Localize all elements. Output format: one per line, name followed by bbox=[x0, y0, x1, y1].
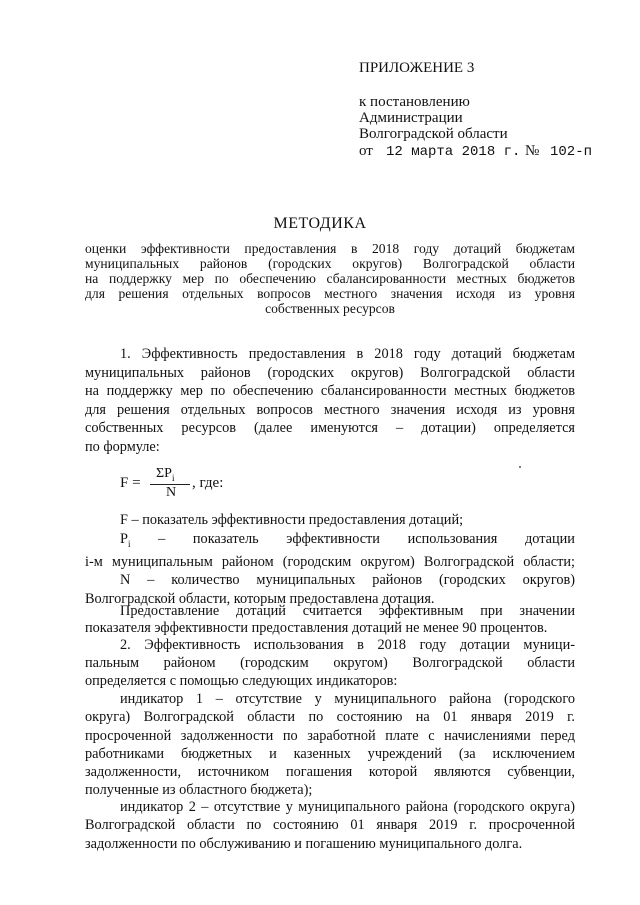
formula-denominator: N bbox=[166, 485, 177, 500]
definition-pi-line1 bbox=[85, 530, 575, 553]
subtitle-line: муниципальных районов (городских округов) Волгоградской области bbox=[85, 256, 575, 271]
paragraph-line: показателя эффективности предоставления дотаций не менее 90 процентов. bbox=[85, 619, 548, 636]
date-value: 12 марта 2018 г. bbox=[386, 144, 521, 160]
paragraph-line: определяется с помощью следующих индикаторов: bbox=[85, 673, 398, 689]
region-label: Волгоградской области bbox=[359, 126, 508, 142]
paragraph-line: муниципальных районов (городских округов) Волгоградской области bbox=[85, 364, 575, 381]
paragraph-effective bbox=[85, 603, 575, 636]
word: дотации bbox=[525, 530, 575, 547]
indicator-1 bbox=[85, 690, 575, 800]
word: эффективности bbox=[286, 530, 380, 547]
pi-letter: P bbox=[120, 530, 128, 547]
definition-n-line2: Волгоградской области, которым предоставлена дотация. bbox=[85, 590, 435, 607]
paragraph-line: индикатор 1 – отсутствие у муниципального района (городского bbox=[120, 691, 575, 707]
administration-label: Администрации bbox=[359, 110, 463, 126]
paragraph-line: работниками бюджетных и казенных учреждений (за исключением bbox=[85, 745, 575, 762]
subtitle-line: оценки эффективности предоставления в 2018 году дотаций бюджетам bbox=[85, 241, 575, 256]
paragraph-line: 1. Эффективность предоставления в 2018 году дотаций бюджетам bbox=[120, 346, 575, 362]
paragraph-2 bbox=[85, 636, 575, 690]
paragraph-line: задолженности по обслуживанию и погашению муниципального долга. bbox=[85, 835, 523, 852]
number-value: 102-п bbox=[550, 144, 593, 160]
formula-suffix: , где: bbox=[192, 475, 224, 491]
paragraph-line: 2. Эффективность использования в 2018 году дотации муници- bbox=[120, 637, 575, 653]
date-prefix: от bbox=[359, 143, 373, 159]
indicator-2 bbox=[85, 798, 575, 853]
definition-n-line1: N – количество муниципальных районов (городских округов) bbox=[120, 572, 575, 589]
formula-numerator bbox=[156, 466, 174, 483]
paragraph-line: Волгоградской области по состоянию 01 января 2019 г. просроченной bbox=[85, 817, 575, 834]
resolution-label: к постановлению bbox=[359, 94, 470, 110]
paragraph-line: для решения отдельных вопросов местного значения исходя из уровня bbox=[85, 401, 575, 418]
paragraph-line: Предоставление дотаций считается эффективным при значении bbox=[120, 603, 575, 619]
numerator-subscript: i bbox=[171, 472, 175, 483]
number-prefix: № bbox=[525, 143, 540, 159]
paragraph-line: полученные из областного бюджета); bbox=[85, 782, 313, 799]
dash: – bbox=[158, 530, 166, 547]
subtitle-line: для решения отдельных вопросов местного значения исходя из уровня bbox=[85, 286, 575, 301]
formula-lhs: F = bbox=[120, 475, 141, 491]
pi-symbol bbox=[120, 530, 130, 553]
word: использования bbox=[407, 530, 498, 547]
paragraph-line: просроченной задолженности по заработной плате с начислениями перед bbox=[85, 727, 575, 744]
paragraph-1 bbox=[85, 345, 575, 457]
subtitle-line: на поддержку мер по обеспечению сбалансированности местных бюджетов bbox=[85, 271, 575, 286]
definition-f: F – показатель эффективности предоставления дотаций; bbox=[120, 512, 464, 528]
paragraph-line: по формуле: bbox=[85, 438, 160, 455]
subtitle-line: собственных ресурсов bbox=[265, 301, 395, 316]
pi-subscript: i bbox=[127, 538, 131, 549]
paragraph-line: индикатор 2 – отсутствие у муниципального района (городского округа) bbox=[120, 799, 575, 815]
paragraph-line: пальным районом (городским округом) Волгоградской области bbox=[85, 655, 575, 671]
document-subtitle bbox=[85, 241, 575, 316]
word: показатель bbox=[192, 530, 259, 547]
appendix-label: ПРИЛОЖЕНИЕ 3 bbox=[359, 60, 475, 76]
scan-speck bbox=[519, 466, 521, 468]
definition-pi-line2: i-м муниципальным районом (городским округом) Волгоградской области; bbox=[85, 553, 575, 570]
definitions bbox=[85, 511, 575, 608]
paragraph-line: на поддержку мер по обеспечению сбалансированности местных бюджетов bbox=[85, 383, 575, 400]
paragraph-line: задолженности, источником погашения которой являются субвенции, bbox=[85, 764, 575, 781]
numerator-text: ΣP bbox=[156, 466, 172, 481]
document-title: МЕТОДИКА bbox=[273, 215, 367, 232]
paragraph-line: собственных ресурсов (далее именуются – дотации) определяется bbox=[85, 420, 575, 437]
paragraph-line: округа) Волгоградской области по состоянию на 01 января 2019 г. bbox=[85, 709, 575, 726]
